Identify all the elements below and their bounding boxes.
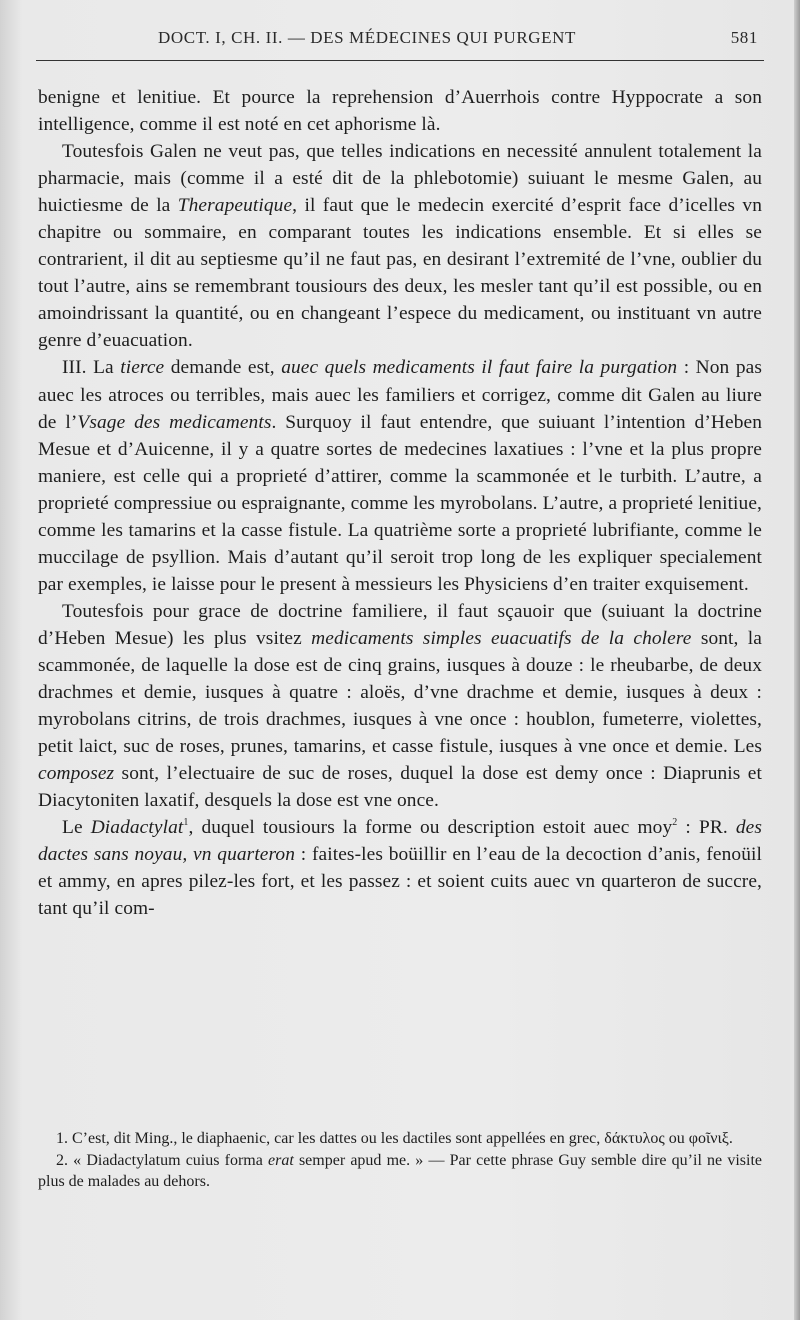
italic-term: medicaments simples euacuatifs de la cholere bbox=[311, 627, 692, 649]
italic-recipe: des dactes sans noyau, vn quarteron bbox=[38, 817, 763, 866]
italic-term: tierce bbox=[120, 357, 165, 379]
paragraph-4: Toutesfois pour grace de doctrine familiere, il faut sçauoir que (suiuant la doctrine d’Heben Mesue) les plus vsitez medicaments simples euacuatifs de la cholere sont, la scammonée, de laquelle la dose est de cinq grains, iusques à douze : le rheubarbe, de deux drachmes et demie, iusques à quatre : aloës, d’vne drachme et demie, iusques à deux : myrobolans citrins, de trois drachmes, iusques à vne once : houblon, fumeterre, violettes, petit laict, suc de roses, prunes, tamarins, et casse fistule, iusques à vne once et demie. Les composez sont, l’electuaire de suc de roses, duquel la dose est demy once : Diaprunis et Diacytoniten laxatif, desquels la dose est vne once. bbox=[38, 600, 762, 812]
footnotes bbox=[38, 1128, 762, 1193]
main-text bbox=[38, 84, 762, 922]
running-header bbox=[36, 28, 764, 54]
italic-title: Vsage des medicaments bbox=[77, 411, 272, 433]
italic-term: composez bbox=[38, 763, 115, 785]
italic-term: Diadactylat bbox=[90, 817, 184, 839]
italic-title: Therapeutique bbox=[177, 195, 293, 217]
paragraph-2: Toutesfois Galen ne veut pas, que telles indications en necessité annulent totalement la pharmacie, mais (comme il a esté dit de la phlebotomie) suiuant le mesme Galen, au huictiesme de la Therapeutique, il faut que le medecin exercité d’esprit face d’icelles vn chapitre ou sommaire, en comparant toutes les indications ensemble. Et si elles se contrarient, il dit au septiesme qu’il ne faut pas, en desirant l’extremité de l’vne, oublier du tout l’autre, ains se remembrant tousiours des deux, les mesler tant qu’il est possible, ou en amoindrissant la quantité, ou en changeant l’espece du medicament, ou instituant vn autre genre d’euacuation. bbox=[38, 141, 762, 352]
italic-question: auec quels medicaments il faut faire la purgation bbox=[281, 357, 678, 379]
footnote-ref-1[interactable]: 1 bbox=[183, 817, 189, 829]
footnote-2: 2. « Diadactylatum cuius forma erat semper apud me. » — Par cette phrase Guy semble dire qu’il ne visite plus de malades au dehors. bbox=[38, 1151, 762, 1190]
footnote-ref-2[interactable]: 2 bbox=[672, 817, 678, 829]
page-edge-shadow bbox=[794, 0, 800, 1320]
paragraph-3: III. La tierce demande est, auec quels medicaments il faut faire la purgation : Non pas auec les atroces ou terribles, mais auec les familiers et corrigez, comme dit Galen au liure de l’Vsage des medicaments. Surquoy il faut entendre, que suiuant l’intention d’Heben Mesue et d’Auicenne, il y a quatre sortes de medecines laxatiues : l’vne et la plus propre maniere, est celle qui a proprieté d’attirer, comme la scammonée et le turbith. L’autre, a proprieté compressiue ou espraignante, comme les myrobolans. L’autre, a proprieté lenitiue, comme les tamarins et la casse fistule. La quatrième sorte a proprieté lubrifiante, comme le muccilage de psyllion. Mais d’autant qu’il seroit trop long de les expliquer specialement par exemples, ie laisse pour le present à messieurs les Physiciens d’en traiter exquisement. bbox=[38, 357, 763, 595]
footnote-1: 1. C’est, dit Ming., le diaphaenic, car les dattes ou les dactiles sont appellées en grec, δάκτυλος ou φοῖνιξ. bbox=[56, 1130, 733, 1147]
header-rule bbox=[36, 60, 764, 61]
running-title: DOCT. I, CH. II. — DES MÉDECINES QUI PURGENT bbox=[158, 28, 577, 47]
page-number: 581 bbox=[730, 28, 758, 47]
paragraph-1: benigne et lenitiue. Et pource la reprehension d’Auerrhois contre Hyppocrate a son intelligence, comme il est noté en cet aphorisme là. bbox=[38, 87, 762, 136]
paragraph-5: Le Diadactylat$^1$, duquel tousiours la forme ou description estoit auec moy$^2$ : PR. des dactes sans noyau, vn quarteron : faites-les boüillir en l’eau de la decoction d’anis, fenoüil et ammy, en apres pilez-les fort, et les passez : et soient cuits auec vn quarteron de succre, tant qu’il com- bbox=[38, 817, 763, 920]
